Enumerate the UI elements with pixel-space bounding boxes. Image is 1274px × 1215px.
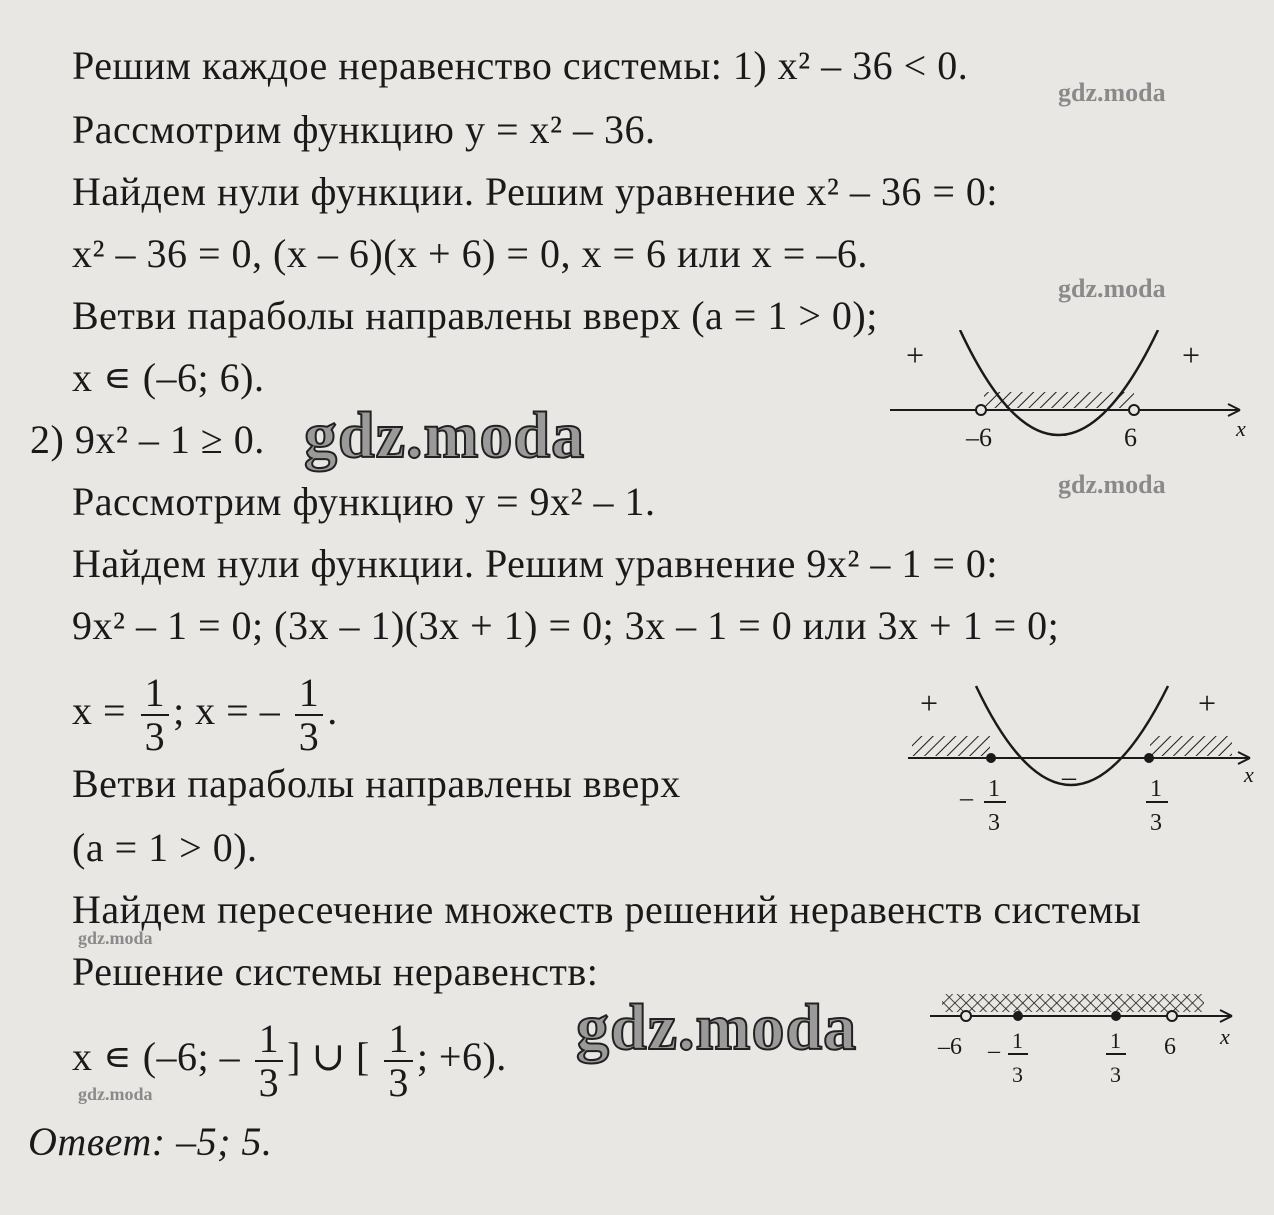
plus-sign: + bbox=[1198, 685, 1217, 721]
root-point-open bbox=[976, 405, 986, 415]
line-4: x² – 36 = 0, (x – 6)(x + 6) = 0, x = 6 или x = –6. bbox=[72, 231, 868, 276]
line-9: Найдем нули функции. Решим уравнение 9x² – 1 = 0: bbox=[72, 541, 998, 586]
root-label: 6 bbox=[1124, 423, 1137, 452]
answer-line: Ответ: –5; 5. bbox=[28, 1119, 273, 1164]
root-denominator: 3 bbox=[988, 810, 1000, 836]
point-denominator: 3 bbox=[1110, 1062, 1121, 1087]
line-13: (a = 1 > 0). bbox=[72, 825, 258, 870]
watermark-large: gdz.moda bbox=[576, 991, 858, 1064]
watermark: gdz.moda bbox=[1058, 470, 1166, 499]
watermark: gdz.moda bbox=[1058, 78, 1166, 107]
line-7: 2) 9x² – 1 ≥ 0. bbox=[30, 417, 265, 462]
line-11-start: x = bbox=[72, 688, 127, 734]
fraction-one-third bbox=[384, 1018, 413, 1104]
fraction-one-third bbox=[295, 672, 324, 758]
root-point-closed bbox=[1144, 753, 1154, 763]
line-5: Ветви параболы направлены вверх (a = 1 > 0); bbox=[72, 293, 878, 338]
point-numerator: 1 bbox=[1012, 1028, 1023, 1053]
point-closed bbox=[1111, 1011, 1121, 1021]
root-point-closed bbox=[986, 753, 996, 763]
line-8: Рассмотрим функцию y = 9x² – 1. bbox=[72, 479, 656, 524]
fraction-denominator: 3 bbox=[258, 1060, 280, 1105]
hatch-region bbox=[942, 994, 1204, 1012]
plus-sign: + bbox=[920, 685, 939, 721]
axis-label: x bbox=[1236, 416, 1246, 441]
line-10: 9x² – 1 = 0; (3x – 1)(3x + 1) = 0; 3x – 1 = 0 или 3x + 1 = 0; bbox=[72, 603, 1060, 648]
watermark: gdz.moda bbox=[78, 1084, 153, 1104]
minus-sign: – bbox=[1062, 762, 1076, 793]
point-numerator: 1 bbox=[1110, 1028, 1121, 1053]
intersection-number-line bbox=[926, 986, 1250, 1096]
minus-sign: – bbox=[1052, 418, 1066, 449]
fraction-numerator: 1 bbox=[141, 672, 170, 716]
fraction-numerator: 1 bbox=[255, 1018, 284, 1062]
axis-label: x bbox=[1220, 1024, 1230, 1049]
plus-sign: + bbox=[906, 337, 925, 373]
line-16-mid: ] ∪ [ bbox=[287, 1034, 370, 1080]
root-numerator: 1 bbox=[988, 776, 1000, 802]
line-14: Найдем пересечение множеств решений неравенств системы bbox=[72, 887, 1142, 932]
fraction-one-third bbox=[255, 1018, 284, 1104]
line-15: Решение системы неравенств: bbox=[72, 949, 599, 994]
fraction-denominator: 3 bbox=[388, 1060, 409, 1105]
fraction-one-third bbox=[141, 672, 170, 758]
fraction-denominator: 3 bbox=[144, 714, 166, 759]
line-6: x ∊ (–6; 6). bbox=[72, 355, 265, 400]
point-denominator: 3 bbox=[1012, 1062, 1023, 1087]
plus-sign: + bbox=[1182, 337, 1201, 373]
line-11: x = $\frac{1}{3}$ ; x = – $\frac{1}{3}$ . bbox=[72, 670, 338, 759]
root-numerator: 1 bbox=[1150, 776, 1162, 802]
line-1: Решим каждое неравенство системы: 1) x² – 36 < 0. bbox=[72, 43, 969, 88]
point-label: 6 bbox=[1164, 1034, 1176, 1060]
line-11-mid: ; x = – bbox=[173, 688, 281, 734]
point-open bbox=[1167, 1011, 1177, 1021]
line-16-end: ; +6). bbox=[416, 1034, 507, 1080]
point-closed bbox=[1013, 1011, 1023, 1021]
line-2: Рассмотрим функцию y = x² – 36. bbox=[72, 107, 656, 152]
hatch-region-left bbox=[912, 736, 990, 756]
fraction-numerator: 1 bbox=[384, 1018, 413, 1062]
root-label: –6 bbox=[966, 423, 992, 452]
parabola-diagram-1 bbox=[880, 330, 1260, 470]
fraction-denominator: 3 bbox=[298, 714, 320, 759]
watermark: gdz.moda bbox=[1058, 274, 1166, 303]
root-point-open bbox=[1129, 405, 1139, 415]
watermark-large: gdz.moda bbox=[304, 399, 586, 472]
point-sign: – bbox=[988, 1038, 1000, 1064]
line-12: Ветви параболы направлены вверх bbox=[72, 761, 681, 806]
root-denominator: 3 bbox=[1150, 810, 1162, 836]
line-16-start: x ∊ (–6; – bbox=[72, 1034, 241, 1080]
parabola-diagram-2 bbox=[900, 678, 1270, 848]
point-label: –6 bbox=[938, 1034, 962, 1060]
line-3: Найдем нули функции. Решим уравнение x² – 36 = 0: bbox=[72, 169, 998, 214]
point-open bbox=[961, 1011, 971, 1021]
axis-label: x bbox=[1244, 762, 1254, 787]
hatch-region-right bbox=[1150, 736, 1232, 756]
fraction-numerator: 1 bbox=[295, 672, 324, 716]
watermark: gdz.moda bbox=[78, 928, 153, 948]
root-sign: – bbox=[960, 783, 973, 812]
